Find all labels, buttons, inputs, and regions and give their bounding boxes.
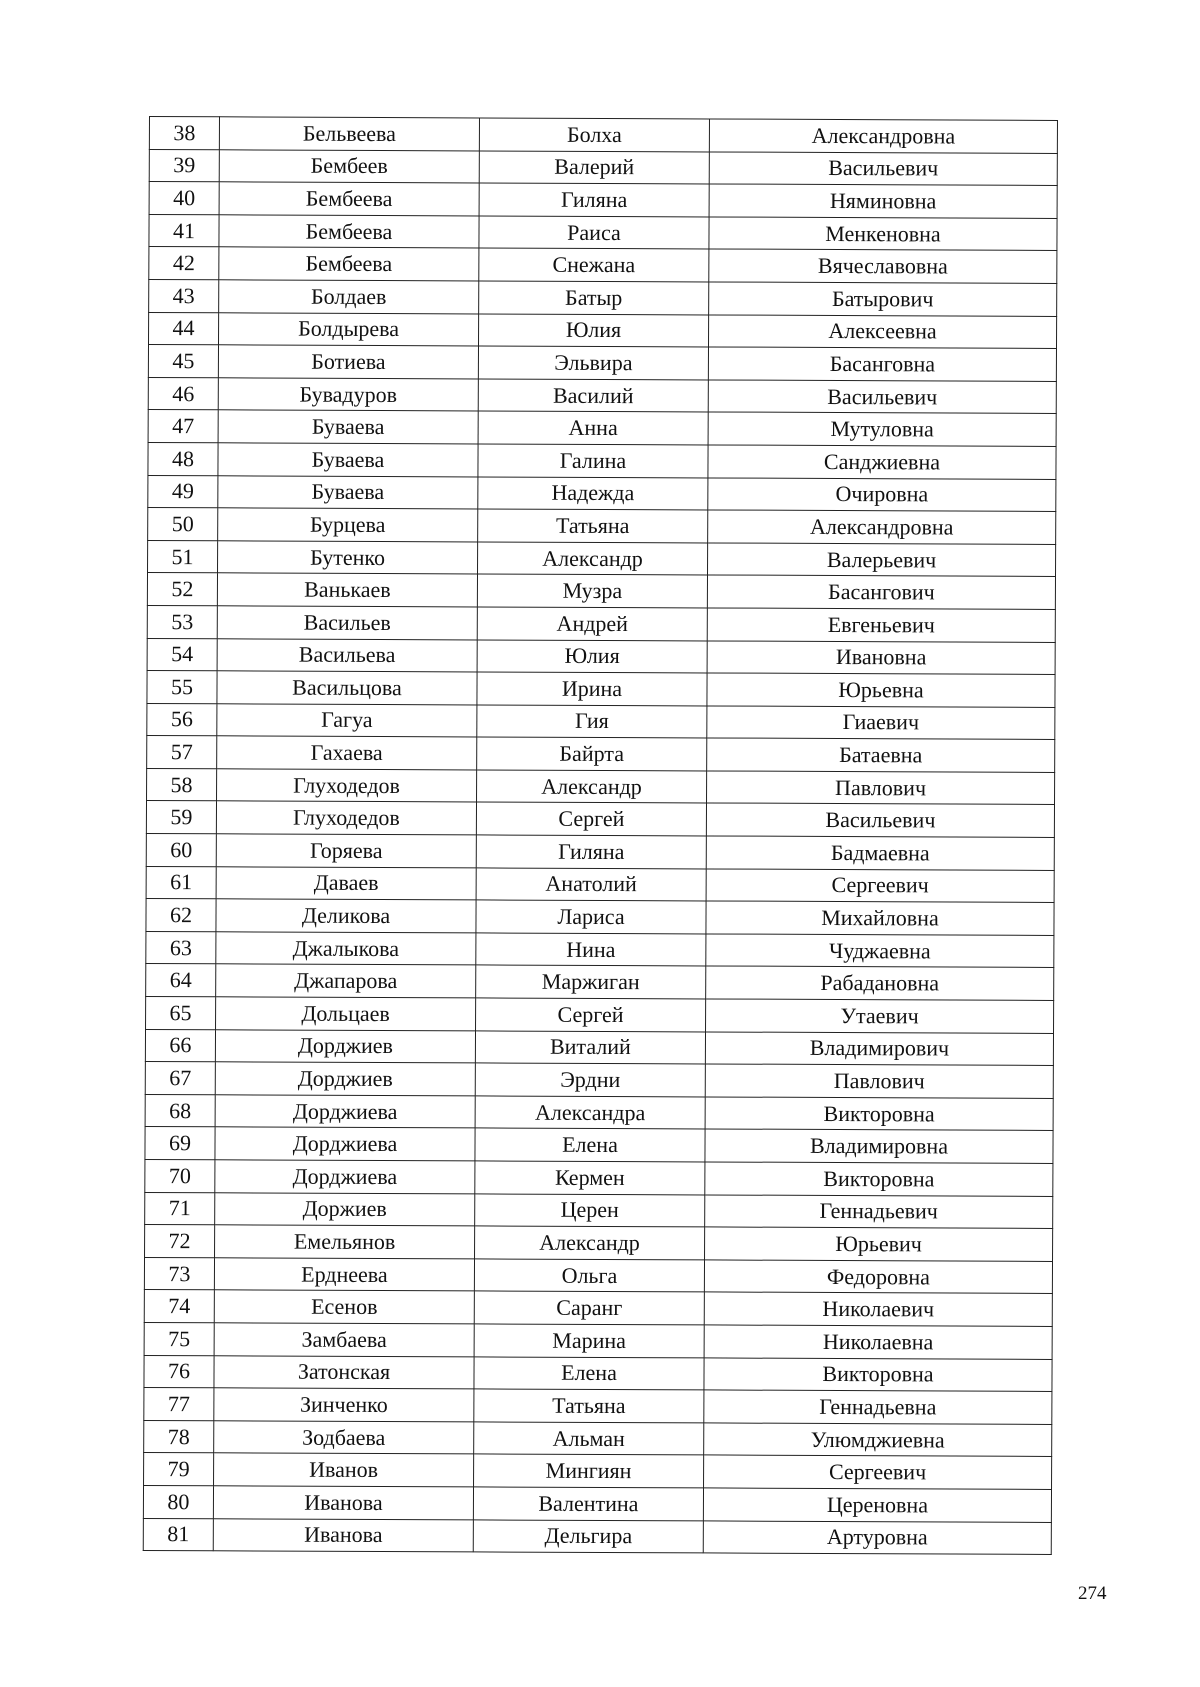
row-number-cell: 75 (144, 1322, 214, 1355)
first-name-cell: Александр (478, 542, 708, 576)
row-number-cell: 41 (149, 214, 219, 247)
table-row (148, 410, 1056, 447)
row-number-cell: 67 (145, 1062, 215, 1095)
last-name-cell: Бембеева (219, 215, 479, 249)
first-name-cell: Галина (478, 444, 708, 478)
last-name-cell: Даваев (216, 866, 476, 900)
last-name-cell: Дорджиева (215, 1160, 475, 1194)
row-number-cell: 78 (144, 1420, 214, 1453)
last-name-cell: Гахаева (217, 736, 477, 770)
first-name-cell: Татьяна (474, 1389, 704, 1423)
row-number-cell: 69 (145, 1127, 215, 1160)
table-row (145, 1094, 1053, 1131)
first-name-cell: Марина (474, 1324, 704, 1358)
table-row (146, 931, 1054, 968)
table-row (149, 247, 1057, 284)
row-number-cell: 53 (147, 605, 217, 638)
last-name-cell: Ванькаев (217, 573, 477, 607)
table-row (148, 475, 1056, 512)
last-name-cell: Деликова (216, 899, 476, 933)
row-number-cell: 43 (149, 279, 219, 312)
first-name-cell: Андрей (477, 607, 707, 641)
last-name-cell: Есенов (214, 1290, 474, 1324)
last-name-cell: Зинченко (214, 1388, 474, 1422)
last-name-cell: Иванова (213, 1518, 473, 1552)
table-row (149, 149, 1057, 186)
last-name-cell: Иванов (214, 1453, 474, 1487)
table-row (145, 1192, 1053, 1229)
row-number-cell: 58 (147, 768, 217, 801)
first-name-cell: Раиса (479, 216, 709, 250)
row-number-cell: 64 (146, 964, 216, 997)
last-name-cell: Ерднеева (214, 1258, 474, 1292)
patronymic-cell: Чуджаевна (706, 934, 1054, 968)
first-name-cell: Анатолий (476, 868, 706, 902)
first-name-cell: Маржиган (476, 965, 706, 999)
patronymic-cell: Евгеньевич (707, 608, 1055, 642)
first-name-cell: Дельгира (473, 1519, 703, 1553)
row-number-cell: 52 (147, 573, 217, 606)
patronymic-cell: Павлович (705, 1064, 1053, 1098)
row-number-cell: 54 (147, 638, 217, 671)
first-name-cell: Елена (475, 1128, 705, 1162)
row-number-cell: 80 (143, 1485, 213, 1518)
table-row (149, 117, 1057, 154)
patronymic-cell: Михайловна (706, 901, 1054, 935)
last-name-cell: Гагуа (217, 703, 477, 737)
first-name-cell: Снежана (479, 248, 709, 282)
patronymic-cell: Басангович (707, 575, 1055, 609)
table-row (149, 312, 1057, 349)
table-row (147, 703, 1055, 740)
last-name-cell: Васильева (217, 638, 477, 672)
table-row (144, 1388, 1052, 1425)
patronymic-cell: Рабадановна (706, 966, 1054, 1000)
patronymic-cell: Бадмаевна (706, 836, 1054, 870)
row-number-cell: 76 (144, 1355, 214, 1388)
last-name-cell: Болдырева (219, 312, 479, 346)
patronymic-cell: Мутуловна (708, 412, 1056, 446)
last-name-cell: Бембеева (219, 182, 479, 216)
first-name-cell: Эльвира (478, 346, 708, 380)
table-row (146, 997, 1054, 1034)
last-name-cell: Замбаева (214, 1323, 474, 1357)
table-row (147, 605, 1055, 642)
last-name-cell: Глуходедов (217, 769, 477, 803)
patronymic-cell: Сергеевич (704, 1455, 1052, 1489)
table-row (148, 442, 1056, 479)
patronymic-cell: Басанговна (708, 347, 1056, 381)
last-name-cell: Бембеев (219, 149, 479, 183)
first-name-cell: Ольга (474, 1259, 704, 1293)
row-number-cell: 65 (146, 997, 216, 1030)
table-row (147, 638, 1055, 675)
patronymic-cell: Викторовна (705, 1162, 1053, 1196)
patronymic-cell: Викторовна (705, 1097, 1053, 1131)
row-number-cell: 40 (149, 182, 219, 215)
first-name-cell: Нина (476, 933, 706, 967)
last-name-cell: Буваева (218, 443, 478, 477)
patronymic-cell: Геннадьевич (705, 1195, 1053, 1229)
first-name-cell: Виталий (475, 1031, 705, 1065)
last-name-cell: Дольцаев (216, 997, 476, 1031)
last-name-cell: Дорджиева (215, 1127, 475, 1161)
first-name-cell: Музра (477, 574, 707, 608)
row-number-cell: 46 (148, 377, 218, 410)
first-name-cell: Лариса (476, 900, 706, 934)
first-name-cell: Болха (479, 118, 709, 152)
first-name-cell: Александр (475, 1226, 705, 1260)
row-number-cell: 45 (148, 345, 218, 378)
table-row (143, 1518, 1051, 1555)
row-number-cell: 74 (144, 1290, 214, 1323)
row-number-cell: 73 (144, 1257, 214, 1290)
patronymic-cell: Ивановна (707, 640, 1055, 674)
last-name-cell: Бембеева (219, 247, 479, 281)
row-number-cell: 49 (148, 475, 218, 508)
row-number-cell: 77 (144, 1388, 214, 1421)
patronymic-cell: Федоровна (704, 1260, 1052, 1294)
row-number-cell: 55 (147, 671, 217, 704)
patronymic-cell: Васильевич (706, 803, 1054, 837)
first-name-cell: Гиляна (479, 183, 709, 217)
row-number-cell: 62 (146, 899, 216, 932)
patronymic-cell: Павлович (707, 771, 1055, 805)
patronymic-cell: Цереновна (703, 1488, 1051, 1522)
table-row (148, 345, 1056, 382)
patronymic-cell: Артуровна (703, 1520, 1051, 1554)
last-name-cell: Глуходедов (216, 801, 476, 835)
patronymic-cell: Санджиевна (708, 445, 1056, 479)
last-name-cell: Зодбаева (214, 1421, 474, 1455)
patronymic-cell: Сергеевич (706, 869, 1054, 903)
table-row (144, 1420, 1052, 1457)
table-row (145, 1159, 1053, 1196)
row-number-cell: 57 (147, 736, 217, 769)
last-name-cell: Бувадуров (218, 378, 478, 412)
table-row (144, 1355, 1052, 1392)
table-row (149, 214, 1057, 251)
patronymic-cell: Викторовна (704, 1357, 1052, 1391)
first-name-cell: Альман (474, 1422, 704, 1456)
first-name-cell: Ирина (477, 672, 707, 706)
last-name-cell: Горяева (216, 834, 476, 868)
row-number-cell: 70 (145, 1159, 215, 1192)
row-number-cell: 39 (149, 149, 219, 182)
first-name-cell: Юлия (477, 639, 707, 673)
patronymic-cell: Батырович (709, 282, 1057, 316)
table-row (145, 1029, 1053, 1066)
last-name-cell: Бельвеева (219, 117, 479, 151)
table-row (144, 1257, 1052, 1294)
last-name-cell: Васильев (217, 606, 477, 640)
table-row (148, 508, 1056, 545)
row-number-cell: 51 (148, 540, 218, 573)
table-row (144, 1453, 1052, 1490)
row-number-cell: 59 (146, 801, 216, 834)
row-number-cell: 38 (149, 117, 219, 150)
row-number-cell: 79 (144, 1453, 214, 1486)
first-name-cell: Сергей (476, 998, 706, 1032)
patronymic-cell: Николаевна (704, 1325, 1052, 1359)
names-table-body (143, 117, 1057, 1555)
patronymic-cell: Утаевич (706, 999, 1054, 1033)
last-name-cell: Доржиев (215, 1192, 475, 1226)
row-number-cell: 66 (145, 1029, 215, 1062)
patronymic-cell: Очировна (708, 477, 1056, 511)
first-name-cell: Александр (477, 770, 707, 804)
patronymic-cell: Няминовна (709, 184, 1057, 218)
last-name-cell: Дорджиев (215, 1029, 475, 1063)
patronymic-cell: Васильевич (708, 380, 1056, 414)
row-number-cell: 68 (145, 1094, 215, 1127)
table-row (145, 1062, 1053, 1099)
first-name-cell: Гия (477, 705, 707, 739)
patronymic-cell: Алексеевна (708, 315, 1056, 349)
first-name-cell: Мингиян (474, 1454, 704, 1488)
last-name-cell: Васильцова (217, 671, 477, 705)
first-name-cell: Юлия (478, 314, 708, 348)
page-number: 274 (1078, 1583, 1107, 1604)
patronymic-cell: Вячеславовна (709, 249, 1057, 283)
table-row (149, 182, 1057, 219)
table-row (147, 573, 1055, 610)
row-number-cell: 61 (146, 866, 216, 899)
patronymic-cell: Васильевич (709, 152, 1057, 186)
patronymic-cell: Юрьевна (707, 673, 1055, 707)
last-name-cell: Буваева (218, 410, 478, 444)
table-row (147, 768, 1055, 805)
table-row (146, 899, 1054, 936)
first-name-cell: Саранг (474, 1291, 704, 1325)
table-row (147, 671, 1055, 708)
names-table (143, 116, 1058, 1555)
first-name-cell: Байрта (477, 737, 707, 771)
row-number-cell: 72 (145, 1225, 215, 1258)
patronymic-cell: Николаевич (704, 1292, 1052, 1326)
table-row (146, 801, 1054, 838)
first-name-cell: Эрдни (475, 1063, 705, 1097)
last-name-cell: Дорджиев (215, 1062, 475, 1096)
first-name-cell: Церен (475, 1194, 705, 1228)
first-name-cell: Кермен (475, 1161, 705, 1195)
table-row (149, 279, 1057, 316)
last-name-cell: Болдаев (219, 280, 479, 314)
table-row (146, 866, 1054, 903)
first-name-cell: Сергей (476, 802, 706, 836)
patronymic-cell: Александровна (709, 119, 1057, 153)
table-row (145, 1225, 1053, 1262)
last-name-cell: Буваева (218, 475, 478, 509)
first-name-cell: Валентина (473, 1487, 703, 1521)
first-name-cell: Надежда (478, 476, 708, 510)
patronymic-cell: Батаевна (707, 738, 1055, 772)
last-name-cell: Джалыкова (216, 932, 476, 966)
row-number-cell: 48 (148, 442, 218, 475)
table-row (148, 540, 1056, 577)
first-name-cell: Александра (475, 1096, 705, 1130)
table-row (147, 736, 1055, 773)
last-name-cell: Затонская (214, 1355, 474, 1389)
first-name-cell: Анна (478, 411, 708, 445)
last-name-cell: Емельянов (215, 1225, 475, 1259)
table-row (146, 964, 1054, 1001)
row-number-cell: 56 (147, 703, 217, 736)
first-name-cell: Валерий (479, 151, 709, 185)
last-name-cell: Бурцева (218, 508, 478, 542)
row-number-cell: 44 (149, 312, 219, 345)
patronymic-cell: Владимирович (705, 1032, 1053, 1066)
row-number-cell: 47 (148, 410, 218, 443)
patronymic-cell: Владимировна (705, 1129, 1053, 1163)
row-number-cell: 81 (143, 1518, 213, 1551)
table-row (146, 834, 1054, 871)
patronymic-cell: Гиаевич (707, 706, 1055, 740)
last-name-cell: Джапарова (216, 964, 476, 998)
first-name-cell: Батыр (479, 281, 709, 315)
patronymic-cell: Александровна (708, 510, 1056, 544)
row-number-cell: 50 (148, 508, 218, 541)
table-row (145, 1127, 1053, 1164)
table-row (143, 1485, 1051, 1522)
last-name-cell: Дорджиева (215, 1095, 475, 1129)
patronymic-cell: Юрьевич (705, 1227, 1053, 1261)
row-number-cell: 42 (149, 247, 219, 280)
patronymic-cell: Улюмджиевна (704, 1423, 1052, 1457)
patronymic-cell: Валерьевич (708, 543, 1056, 577)
first-name-cell: Татьяна (478, 509, 708, 543)
row-number-cell: 60 (146, 834, 216, 867)
table-row (148, 377, 1056, 414)
patronymic-cell: Менкеновна (709, 217, 1057, 251)
first-name-cell: Елена (474, 1356, 704, 1390)
table-row (144, 1290, 1052, 1327)
first-name-cell: Василий (478, 379, 708, 413)
table-row (144, 1322, 1052, 1359)
row-number-cell: 63 (146, 931, 216, 964)
first-name-cell: Гиляна (476, 835, 706, 869)
patronymic-cell: Геннадьевна (704, 1390, 1052, 1424)
last-name-cell: Иванова (213, 1486, 473, 1520)
last-name-cell: Ботиева (218, 345, 478, 379)
last-name-cell: Бутенко (218, 541, 478, 575)
row-number-cell: 71 (145, 1192, 215, 1225)
